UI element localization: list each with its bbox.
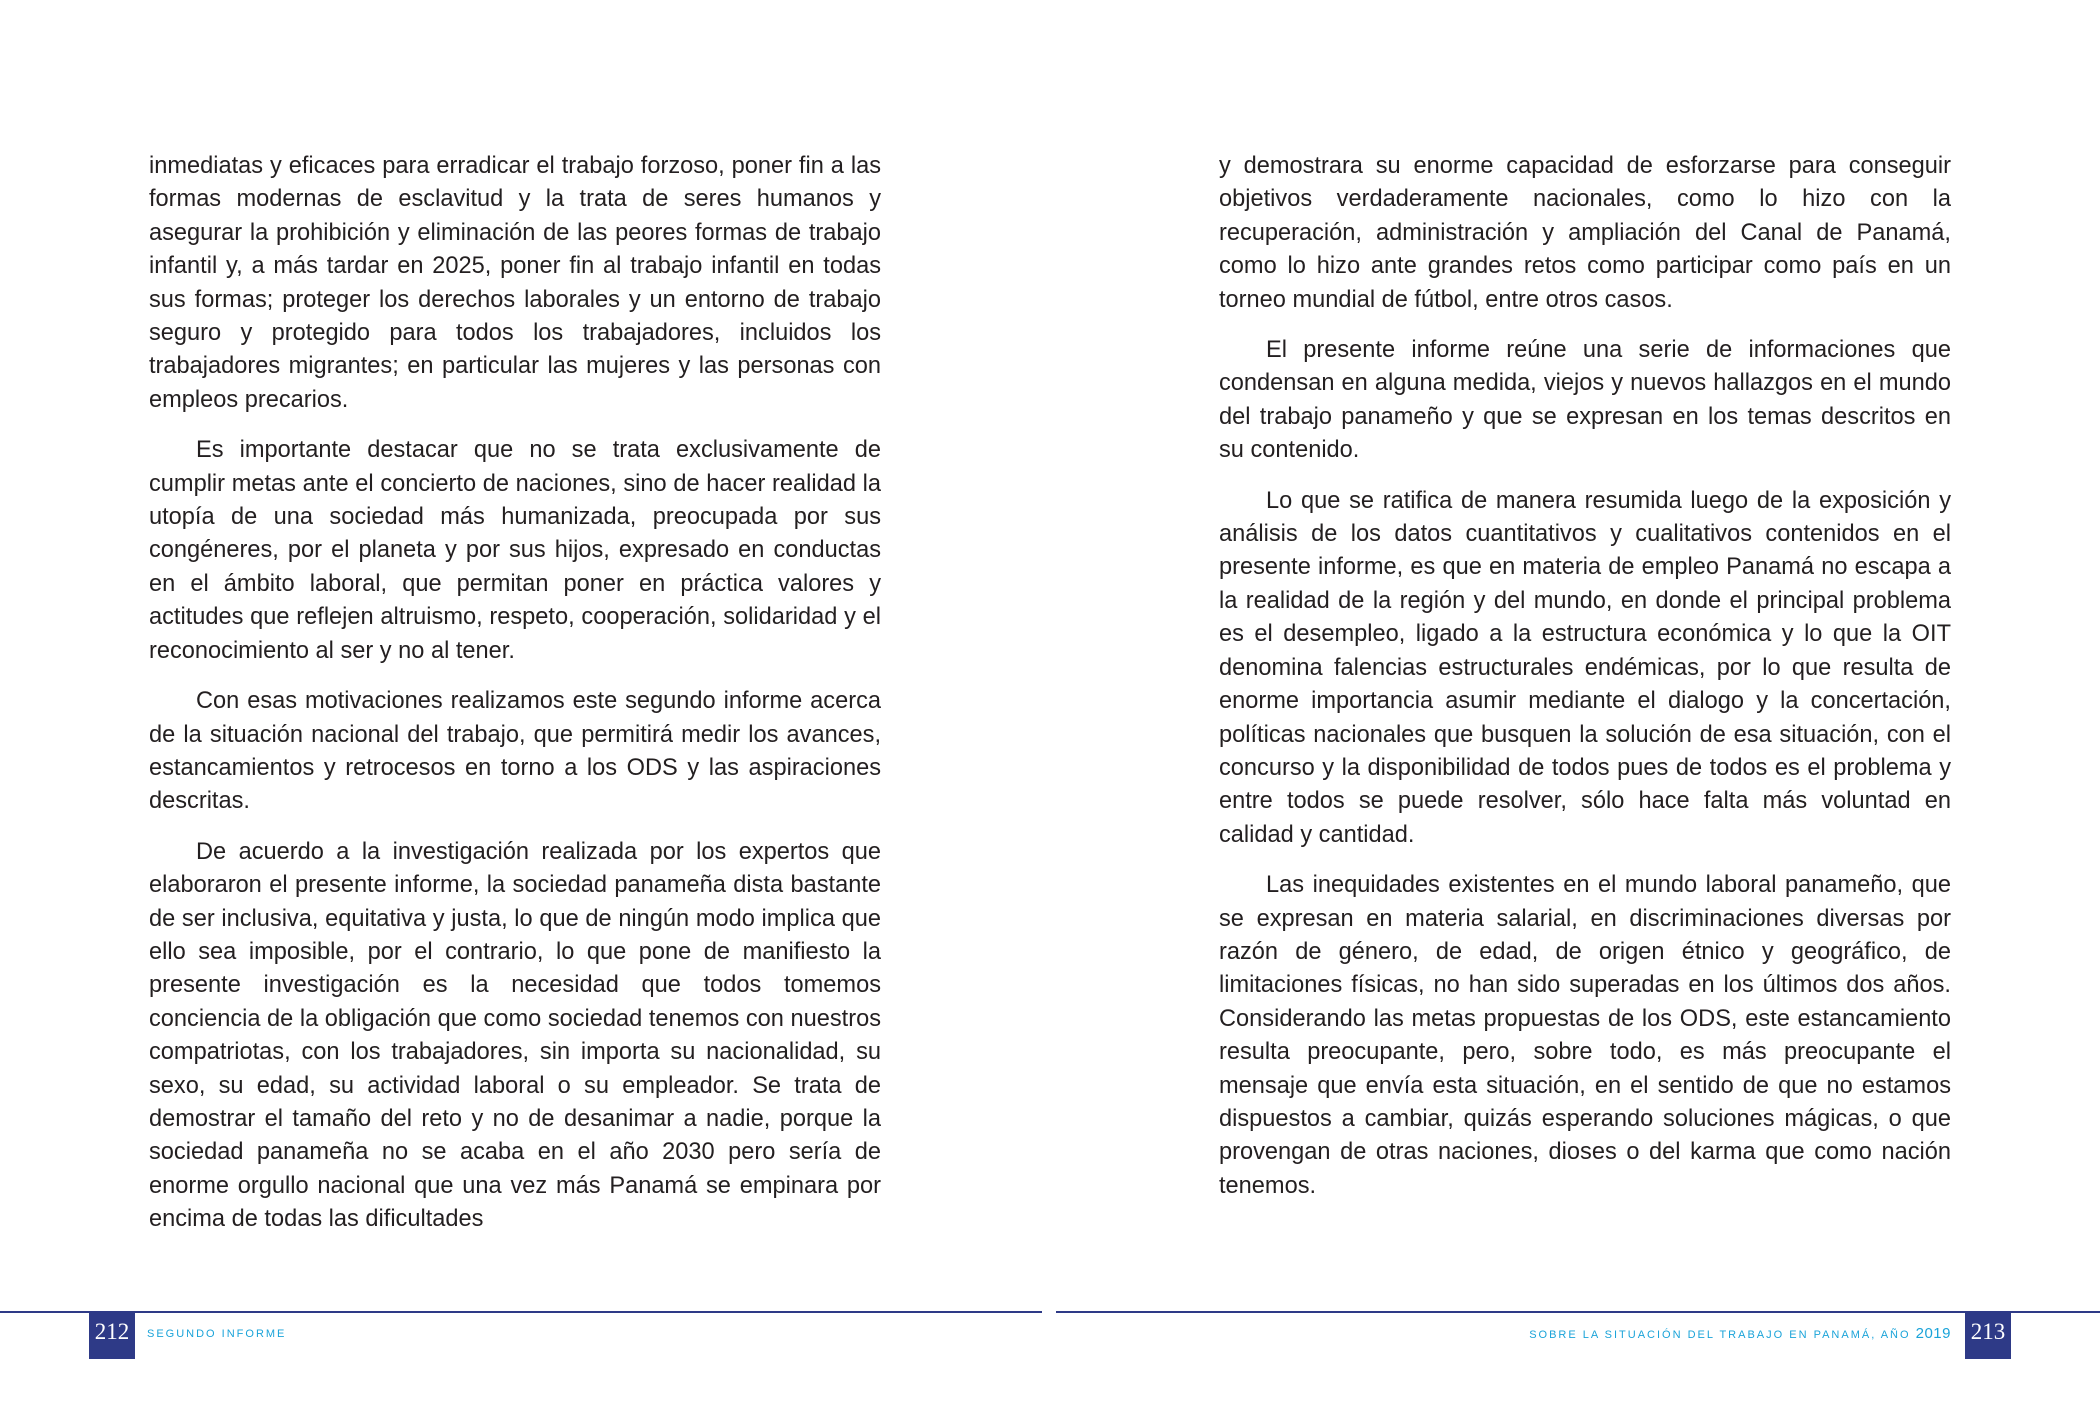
running-head-right bbox=[1529, 1326, 1951, 1343]
paragraph: Es importante destacar que no se trata exclusivamente de cumplir metas ante el concierto de naciones, sino de hacer realidad la utopía de una sociedad más humanizada, preocupada por sus congéneres, por el planeta y por sus hijos, expresado en conductas en el ámbito laboral, que permitan poner en práctica valores y actitudes que reflejen altruismo, respeto, cooperación, solidaridad y el reconocimiento al ser y no al tener. bbox=[149, 437, 881, 664]
page-number-right: 213 bbox=[1965, 1313, 2011, 1359]
paragraph: De acuerdo a la investigación realizada por los expertos que elaboraron el presente informe, la sociedad panameña dista bastante de ser inclusiva, equitativa y justa, lo que de ningún modo implica que ello sea imposible, por el contrario, lo que pone de manifiesto la presente investigación es la necesidad que todos tomemos conciencia de la obligación que como sociedad tenemos con nuestros compatriotas, con los trabajadores, sin importa su nacionalidad, su sexo, su edad, su actividad laboral o su empleador. Se trata de demostrar el tamaño del reto y no de desanimar a nadie, porque la sociedad panameña no se acaba en el año 2030 pero sería de enorme orgullo nacional que una vez más Panamá se empinara por encima de todas las dificultades bbox=[149, 838, 881, 1233]
running-head-left: SEGUNDO INFORME bbox=[147, 1328, 287, 1340]
paragraph: Las inequidades existentes en el mundo laboral panameño, que se expresan en materia salarial, en discriminaciones diversas por razón de género, de edad, de origen étnico y geográfico, de limitaciones físicas, no han sido superadas en los últimos dos años. Considerando las metas propuestas de los ODS, este estancamiento resulta preocupante, pero, sobre todo, es más preocupante el mensaje que envía esta situación, en el sentido de que no estamos dispuestos a cambiar, quizás esperando soluciones mágicas, o que provengan de otras naciones, dioses o del karma que como nación tenemos. bbox=[1219, 872, 1951, 1199]
paragraph: Lo que se ratifica de manera resumida luego de la exposición y análisis de los datos cuantitativos y cualitativos contenidos en el presente informe, es que en materia de empleo Panamá no escapa a la realidad de la región y del mundo, en donde el principal problema es el desempleo, ligado a la estructura económica y lo que la OIT denomina falencias estructurales endémicas, por lo que resulta de enorme importancia asumir mediante el dialogo y la concertación, políticas nacionales que busquen la solución de esa situación, con el concurso y la disponibilidad de todos pues de todos es el problema y entre todos se puede resolver, sólo hace falta más voluntad en calidad y cantidad. bbox=[1219, 487, 1951, 848]
paragraph: y demostrara su enorme capacidad de esforzarse para conseguir objetivos verdaderamente nacionales, como lo hizo con la recuperación, administración y ampliación del Canal de Panamá, como lo hizo ante grandes retos como participar como país en un torneo mundial de fútbol, entre otros casos. bbox=[1219, 153, 1951, 313]
paragraph: inmediatas y eficaces para erradicar el trabajo forzoso, poner fin a las formas modernas de esclavitud y la trata de seres humanos y asegurar la prohibición y eliminación de las peores formas de trabajo infantil y, a más tardar en 2025, poner fin al trabajo infantil en todas sus formas; proteger los derechos laborales y un entorno de trabajo seguro y protegido para todos los trabajadores, incluidos los trabajadores migrantes; en particular las mujeres y las personas con empleos precarios. bbox=[149, 153, 881, 413]
page-number-left: 212 bbox=[89, 1313, 135, 1359]
footer-rule-left bbox=[0, 1311, 1042, 1313]
paragraph: Con esas motivaciones realizamos este segundo informe acerca de la situación nacional del trabajo, que permitirá medir los avances, estancamientos y retrocesos en torno a los ODS y las aspiraciones descritas. bbox=[149, 688, 881, 815]
footer-rule-right bbox=[1056, 1311, 2100, 1313]
paragraph: El presente informe reúne una serie de informaciones que condensan en alguna medida, viejos y nuevos hallazgos en el mundo del trabajo panameño y que se expresan en los temas descritos en su contenido. bbox=[1219, 337, 1951, 464]
right-page-body bbox=[1219, 150, 1951, 1220]
running-head-right-text: SOBRE LA SITUACIÓN DEL TRABAJO EN PANAMÁ, AÑO bbox=[1529, 1329, 1911, 1341]
running-head-year: 2019 bbox=[1915, 1325, 1951, 1342]
left-page-body bbox=[149, 150, 881, 1254]
